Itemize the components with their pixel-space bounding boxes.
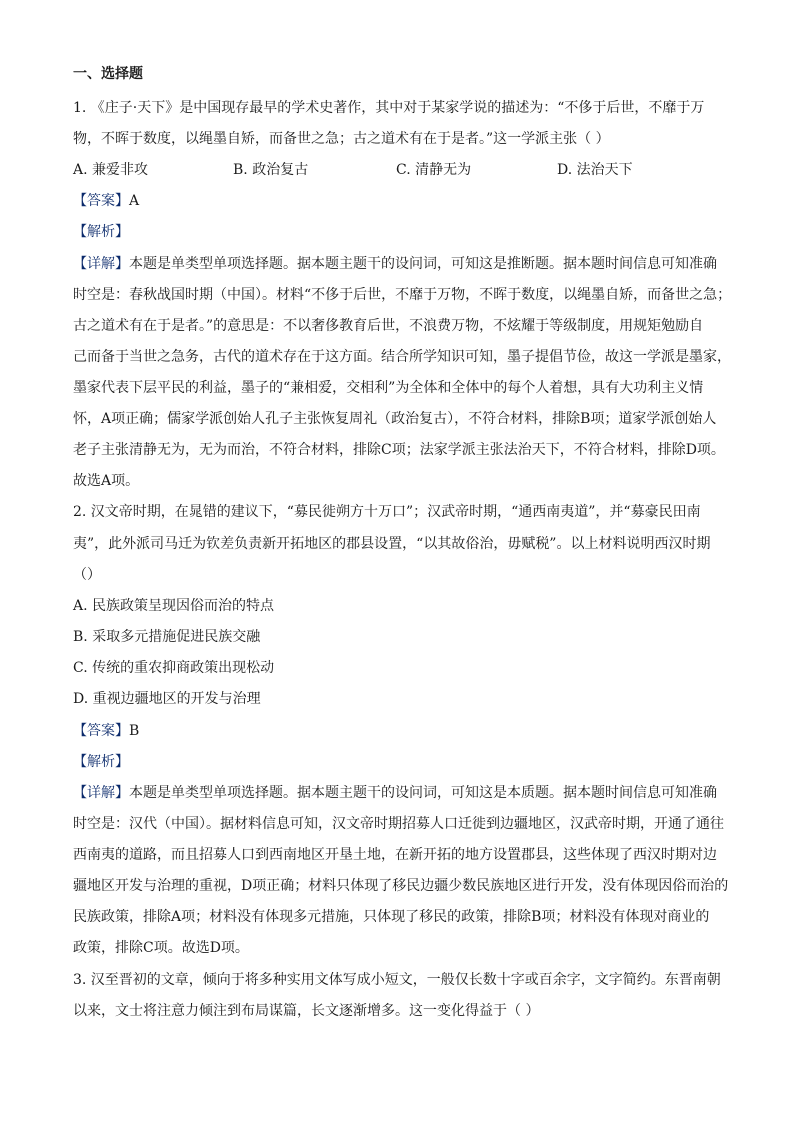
q2-detail-line: 时空是：汉代（中国）。据材料信息可知，汉文帝时期招募人口迁徙到边疆地区，汉武帝时期，开通了通往: [73, 816, 724, 832]
q1-stem-line: 物，不晖于数度，以绳墨自矫，而备世之急；古之道术有在于是者。”这一学派主张（ ）: [73, 131, 610, 147]
q1-detail-line: 古之道术有在于是者。”的意思是：不以奢侈教育后世，不浪费万物，不炫耀于等级制度，用规矩勉励自: [73, 318, 704, 334]
q1-detail-line: 怀，A项正确；儒家学派创始人孔子主张恢复周礼（政治复古），不符合材料，排除B项；道家学派创始人: [73, 411, 717, 427]
q2-detail-line: 疆地区开发与治理的重视，D项正确；材料只体现了移民边疆少数民族地区进行开发，没有体现因俗而治的: [73, 878, 729, 894]
q2-stem-line: （）: [73, 567, 101, 583]
q1-stem-line: 1. 《庄子·天下》是中国现存最早的学术史著作，其中对于某家学说的描述为：“不侈于后世，不靡于万: [73, 100, 705, 116]
q1-option-a: A. 兼爱非攻: [73, 162, 149, 178]
section-tag: 【详解】: [73, 256, 129, 272]
q1-detail-line: 【详解】本题是单类型单项选择题。据本题主题干的设问词，可知这是推断题。据本题时间信息可知准确: [73, 256, 717, 272]
section-title: 一、选择题: [73, 66, 143, 82]
section-tag: 【答案】: [73, 193, 129, 209]
section-tag: 【答案】: [73, 723, 129, 739]
q2-stem-line: 2. 汉文帝时期，在晁错的建议下，“募民徙朔方十万口”；汉武帝时期，“通西南夷道”，并“募豪民田南: [73, 504, 701, 520]
q1-detail-line: 墨家代表下层平民的利益，墨子的“兼相爱，交相利”为全体和全体中的每个人着想，具有大功利主义情: [73, 380, 704, 396]
q2-detail-line: 西南夷的道路，而且招募人口到西南地区开垦土地，在新开拓的地方设置郡县，这些体现了西汉时期对边: [73, 847, 717, 863]
q1-detail-line: 故选A项。: [73, 473, 140, 489]
q2-stem-line: 夷”，此外派司马迁为钦差负责新开拓地区的郡县设置，“以其故俗治，毋赋税”。以上材料说明西汉时期: [73, 536, 711, 552]
q2-answer: 【答案】B: [73, 723, 140, 739]
q2-option-a: A. 民族政策呈现因俗而治的特点: [73, 598, 275, 614]
q1-analysis-label: [73, 222, 129, 242]
section-tag: 【解析】: [73, 754, 129, 770]
q2-option-c: C. 传统的重农抑商政策出现松动: [73, 660, 275, 676]
q2-detail-line: 政策，排除C项。故选D项。: [73, 940, 249, 956]
q2-detail-line: 民族政策，排除A项；材料没有体现多元措施，只体现了移民的政策，排除B项；材料没有体现对商业的: [73, 909, 710, 925]
section-tag: 【解析】: [73, 224, 129, 240]
q2-option-d: D. 重视边疆地区的开发与治理: [73, 691, 261, 707]
q1-detail-line: 己而备于当世之急务，古代的道术存在于这方面。结合所学知识可知，墨子提倡节俭，故这一学派是墨家，: [73, 349, 731, 365]
q1-answer: 【答案】A: [73, 193, 140, 209]
q2-detail-line: 【详解】本题是单类型单项选择题。据本题主题干的设问词，可知这是本质题。据本题时间信息可知准确: [73, 785, 717, 801]
q1-option-d: D. 法治天下: [557, 162, 633, 178]
q2-option-b: B. 采取多元措施促进民族交融: [73, 629, 261, 645]
q2-analysis-label: [73, 752, 129, 772]
q1-detail-line: 老子主张清静无为，无为而治，不符合材料，排除C项；法家学派主张法治天下，不符合材料，排除D项。: [73, 442, 725, 458]
q1-option-c: C. 清静无为: [396, 162, 472, 178]
q1-option-b: B. 政治复古: [233, 162, 309, 178]
q1-detail-line: 时空是：春秋战国时期（中国）。材料“不侈于后世，不靡于万物，不晖于数度，以绳墨自矫，而备世之急；: [73, 287, 732, 303]
q3-stem-line: 3. 汉至晋初的文章，倾向于将多种实用文体写成小短文，一般仅长数十字或百余字，文字简约。东晋南朝: [73, 972, 721, 988]
q3-stem-line: 以来，文士将注意力倾注到布局谋篇，长文逐渐增多。这一变化得益于（ ）: [73, 1003, 540, 1019]
section-tag: 【详解】: [73, 785, 129, 801]
